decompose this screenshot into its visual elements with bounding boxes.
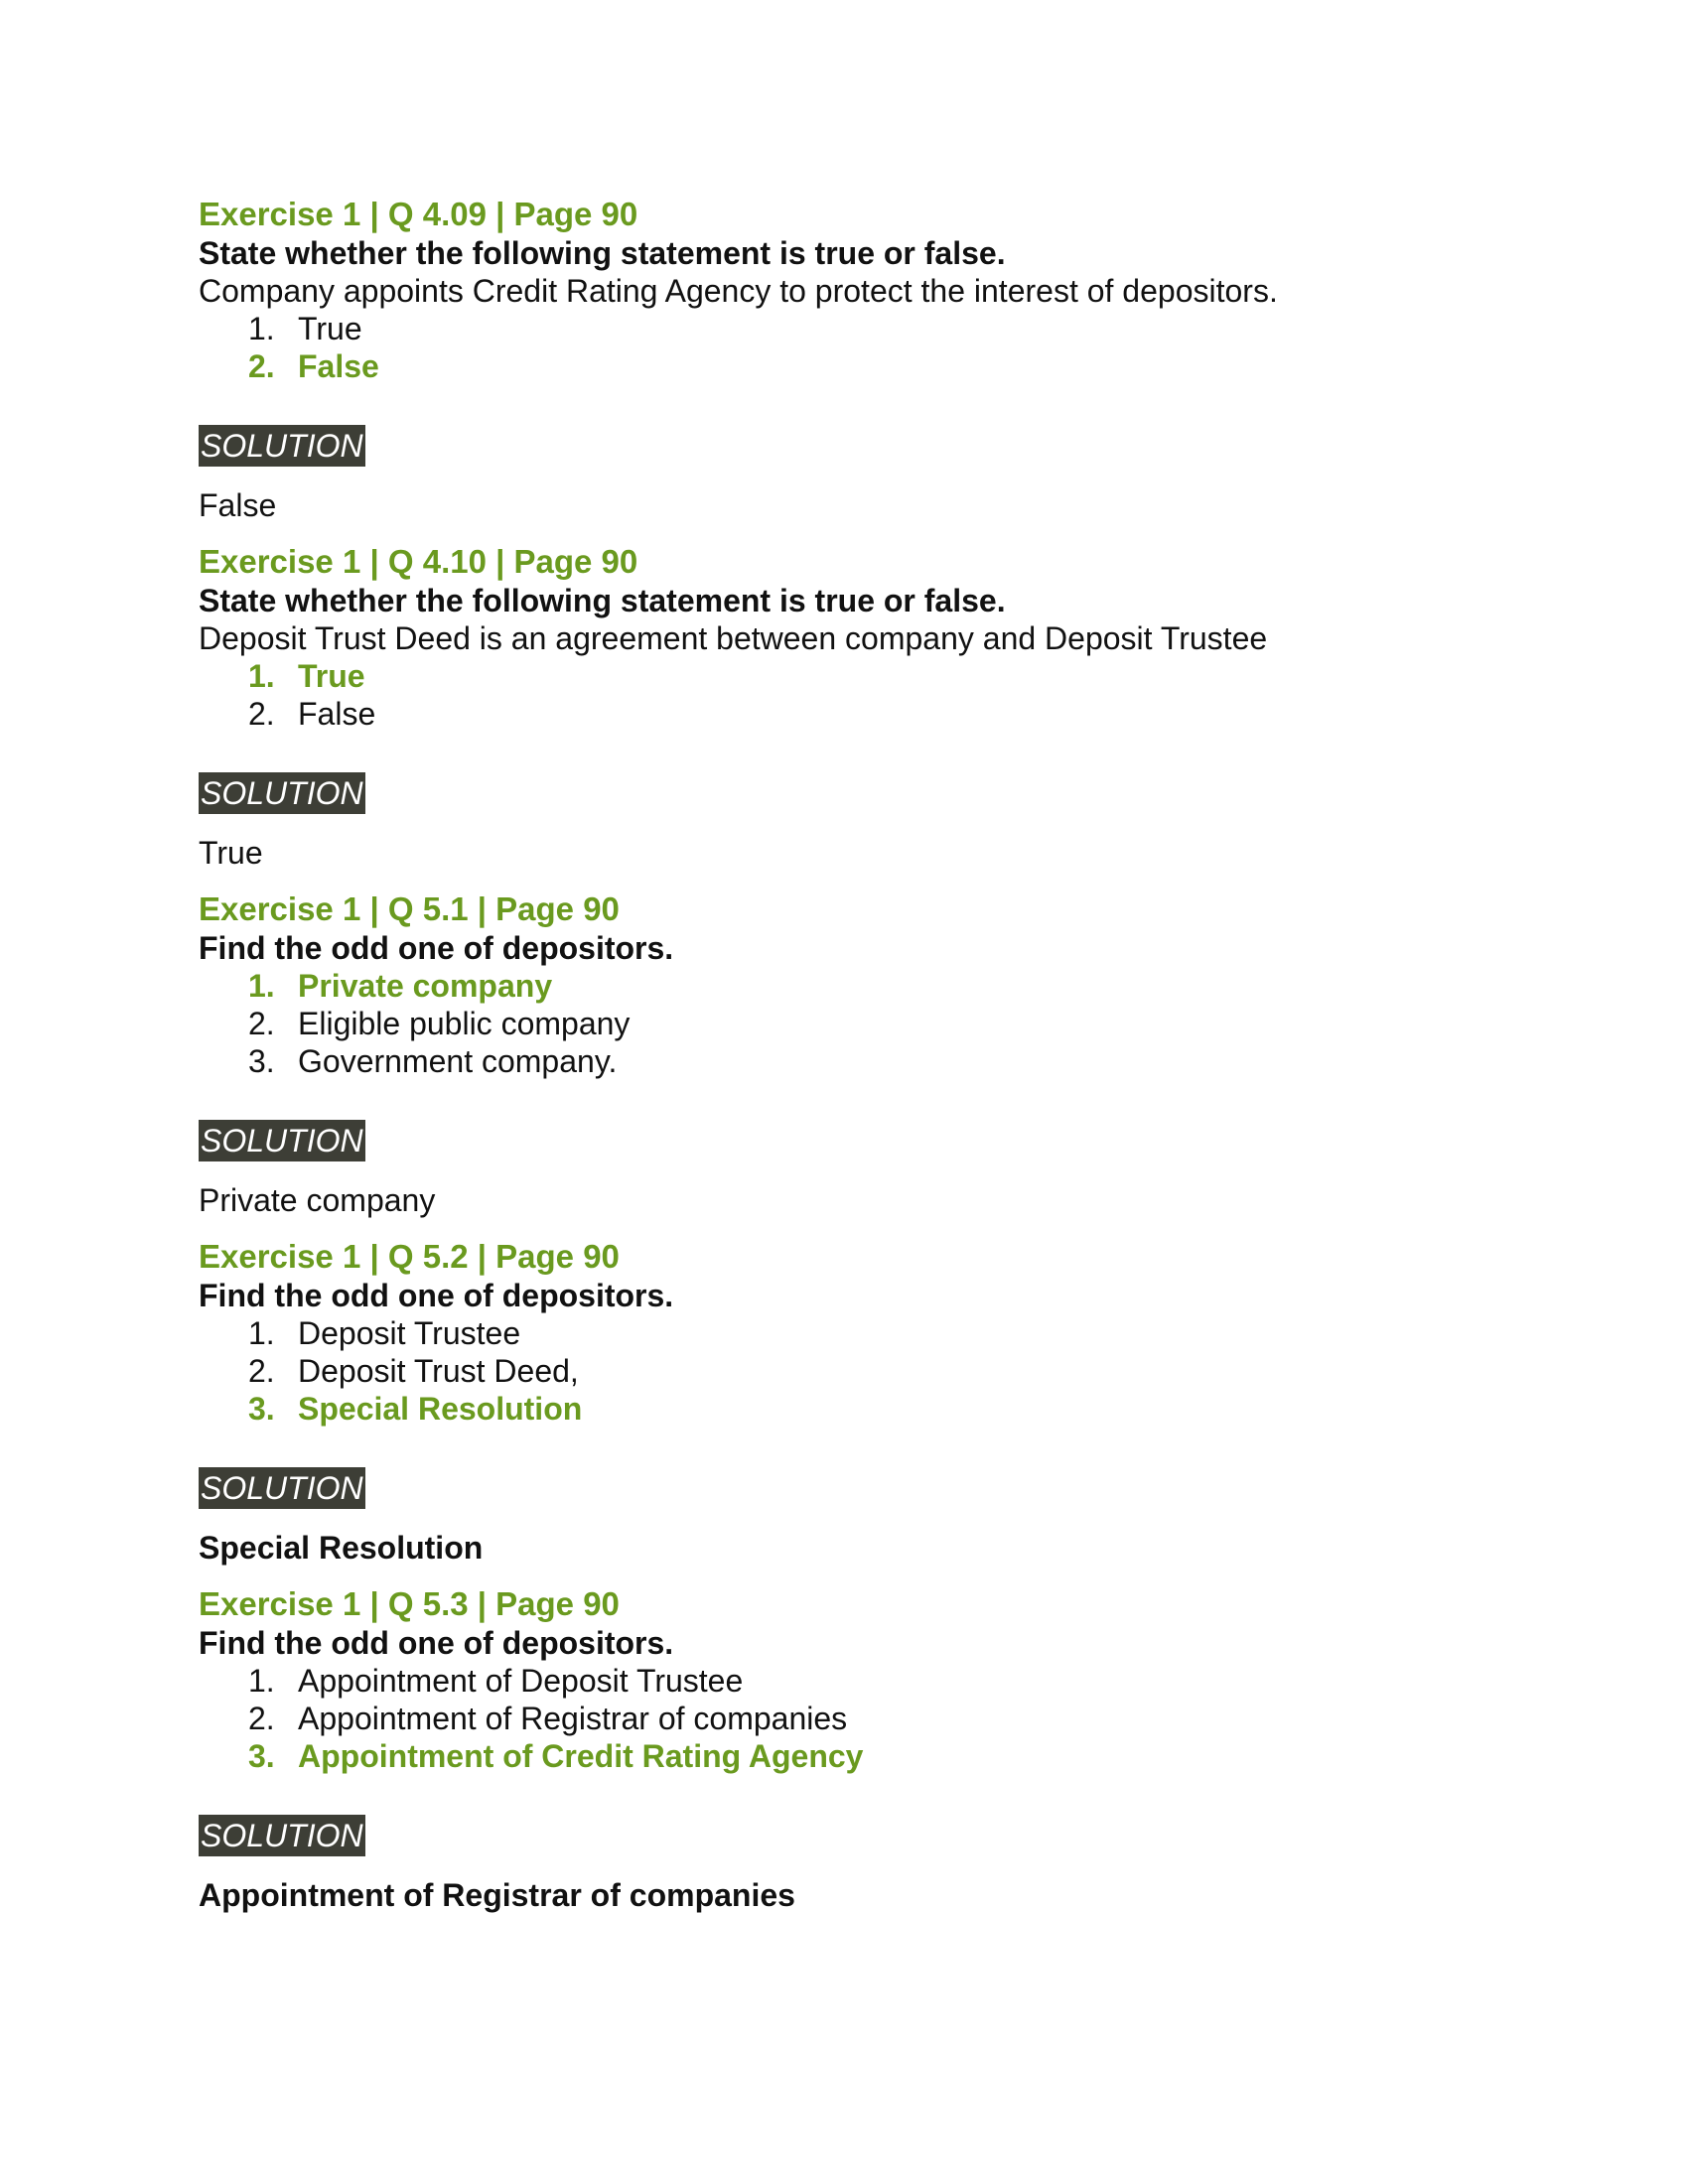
spacer xyxy=(199,1567,1589,1584)
solution-badge: SOLUTION xyxy=(199,1467,365,1509)
option-number: 2. xyxy=(248,348,275,384)
option-number: 1. xyxy=(248,658,275,694)
option-text: False xyxy=(298,696,376,732)
question-block xyxy=(199,1237,1589,1584)
spacer xyxy=(199,872,1589,889)
option-text: Appointment of Credit Rating Agency xyxy=(298,1738,864,1774)
options-list xyxy=(199,1662,1589,1775)
option-text: Private company xyxy=(298,968,553,1004)
option-correct xyxy=(248,1737,1589,1775)
option-correct xyxy=(248,967,1589,1005)
option-number: 2. xyxy=(248,1701,275,1736)
options-list xyxy=(199,1314,1589,1428)
options-list xyxy=(199,310,1589,385)
question-prompt: Find the odd one of depositors. xyxy=(199,1625,674,1661)
option-text: Deposit Trust Deed, xyxy=(298,1353,579,1389)
option-text: False xyxy=(298,348,379,384)
solution-badge: SOLUTION xyxy=(199,772,365,814)
question-block xyxy=(199,1584,1589,1932)
spacer xyxy=(199,1914,1589,1932)
question-header: Exercise 1 | Q 5.1 | Page 90 xyxy=(199,890,620,927)
option-number: 2. xyxy=(248,696,275,732)
question-block xyxy=(199,542,1589,889)
option-text: Deposit Trustee xyxy=(298,1315,521,1351)
solution-badge: SOLUTION xyxy=(199,1120,365,1161)
solution-badge: SOLUTION xyxy=(199,1815,365,1856)
solution-answer: Appointment of Registrar of companies xyxy=(199,1877,795,1913)
spacer xyxy=(199,1219,1589,1237)
option-number: 3. xyxy=(248,1738,275,1774)
solution-heading xyxy=(199,425,1589,467)
option-text: True xyxy=(298,311,362,346)
question-header: Exercise 1 | Q 4.09 | Page 90 xyxy=(199,196,638,232)
option xyxy=(248,1005,1589,1042)
question-statement: Deposit Trust Deed is an agreement between company and Deposit Trustee xyxy=(199,620,1268,656)
option-correct xyxy=(248,657,1589,695)
solution-badge: SOLUTION xyxy=(199,425,365,467)
options-list xyxy=(199,967,1589,1080)
question-block xyxy=(199,195,1589,542)
question-prompt: State whether the following statement is true or false. xyxy=(199,235,1006,271)
option-text: True xyxy=(298,658,365,694)
option-correct xyxy=(248,347,1589,385)
option-number: 3. xyxy=(248,1391,275,1427)
solution-heading xyxy=(199,1120,1589,1161)
option-number: 1. xyxy=(248,1663,275,1699)
solution-heading xyxy=(199,1467,1589,1509)
question-statement: Company appoints Credit Rating Agency to protect the interest of depositors. xyxy=(199,273,1278,309)
question-prompt: Find the odd one of depositors. xyxy=(199,1278,674,1313)
option-text: Eligible public company xyxy=(298,1006,631,1041)
question-header: Exercise 1 | Q 4.10 | Page 90 xyxy=(199,543,638,580)
option-text: Appointment of Deposit Trustee xyxy=(298,1663,744,1699)
solution-answer: True xyxy=(199,835,263,871)
solution-answer: Private company xyxy=(199,1182,436,1218)
solution-heading xyxy=(199,772,1589,814)
question-prompt: Find the odd one of depositors. xyxy=(199,930,674,966)
solution-answer: Special Resolution xyxy=(199,1530,484,1566)
option-number: 1. xyxy=(248,1315,275,1351)
option-text: Appointment of Registrar of companies xyxy=(298,1701,848,1736)
options-list xyxy=(199,657,1589,733)
option-text: Special Resolution xyxy=(298,1391,583,1427)
option-number: 2. xyxy=(248,1006,275,1041)
option xyxy=(248,1700,1589,1737)
solution-answer: False xyxy=(199,487,277,523)
question-block xyxy=(199,889,1589,1237)
question-header: Exercise 1 | Q 5.3 | Page 90 xyxy=(199,1585,620,1622)
option xyxy=(248,1352,1589,1390)
option xyxy=(248,1314,1589,1352)
option xyxy=(248,310,1589,347)
option xyxy=(248,695,1589,733)
document-body xyxy=(199,195,1589,1932)
option-number: 2. xyxy=(248,1353,275,1389)
option xyxy=(248,1662,1589,1700)
option-correct xyxy=(248,1390,1589,1428)
option-number: 1. xyxy=(248,968,275,1004)
question-header: Exercise 1 | Q 5.2 | Page 90 xyxy=(199,1238,620,1275)
option-number: 1. xyxy=(248,311,275,346)
spacer xyxy=(199,524,1589,542)
option-text: Government company. xyxy=(298,1043,618,1079)
option xyxy=(248,1042,1589,1080)
question-prompt: State whether the following statement is true or false. xyxy=(199,583,1006,618)
option-number: 3. xyxy=(248,1043,275,1079)
solution-heading xyxy=(199,1815,1589,1856)
